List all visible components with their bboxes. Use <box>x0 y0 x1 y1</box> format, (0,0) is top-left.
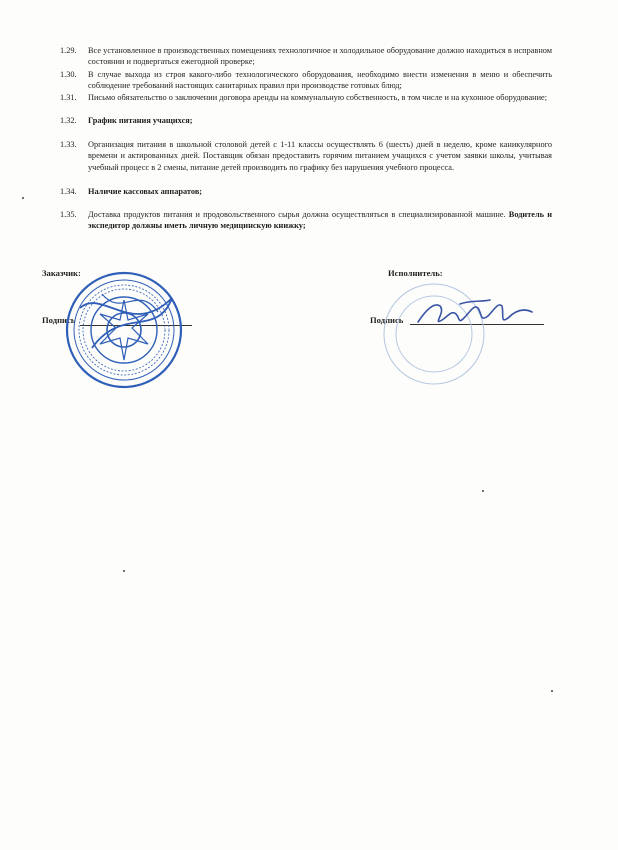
clause-number: 1.34. <box>60 187 77 196</box>
clause-text: В случае выхода из строя какого-либо технологического оборудования, необходимо внести изменения в меню и обеспечить соблюдение требований настоящих санитарных правил при производстве готовых блюд; <box>88 70 552 91</box>
contractor-signature-icon <box>412 296 536 332</box>
clause-number: 1.30. <box>60 70 77 79</box>
customer-sign-label: Подпись <box>42 315 76 325</box>
contractor-label: Исполнитель: <box>388 268 443 278</box>
clause-number: 1.33. <box>60 140 77 149</box>
clause-number: 1.31. <box>60 93 77 102</box>
clause-number: 1.35. <box>60 210 77 219</box>
scan-speck <box>482 490 484 492</box>
contractor-stamp-icon <box>372 278 498 388</box>
clause-text: Письмо обязательство о заключении договора аренды на коммунальную собственность, в том числе и на кухонное оборудование; <box>88 93 548 102</box>
clause-text: Наличие кассовых аппаратов; <box>88 187 203 196</box>
contractor-sign-label: Подпись <box>370 315 404 325</box>
clause-number: 1.29. <box>60 46 77 55</box>
clause-text: Все установленное в производственных помещениях технологичное и холодильное оборудование должно находиться в исправном состоянии и подвергаться ежегодной проверке; <box>88 46 552 67</box>
clause-text: График питания учащихся; <box>88 116 193 125</box>
clause-text-main: Доставка продуктов питания и продовольственного сырья должна осуществляться в специализированной машине. <box>88 210 509 219</box>
customer-label: Заказчик: <box>42 268 81 278</box>
scan-speck <box>123 570 125 572</box>
customer-stamp-icon <box>62 268 186 392</box>
clause-text: Организация питания в школьной столовой детей с 1-11 классы осуществлять 6 (шесть) дней в неделю, кроме каникулярного времени и актированных дней. Поставщик обязан предоставить горячим питанием учащихся с учетом заявки школы, учитывая учебный процесс в 2 смены, питание детей производить по графику без нарушения учебного процесса. <box>88 140 552 172</box>
scan-speck <box>551 690 553 692</box>
clause-text-bold: Водитель и экспедитор должны иметь личную медицинскую книжку; <box>88 210 552 231</box>
scan-speck <box>22 197 24 199</box>
clause-number: 1.32. <box>60 116 77 125</box>
clause-text <box>88 209 552 232</box>
